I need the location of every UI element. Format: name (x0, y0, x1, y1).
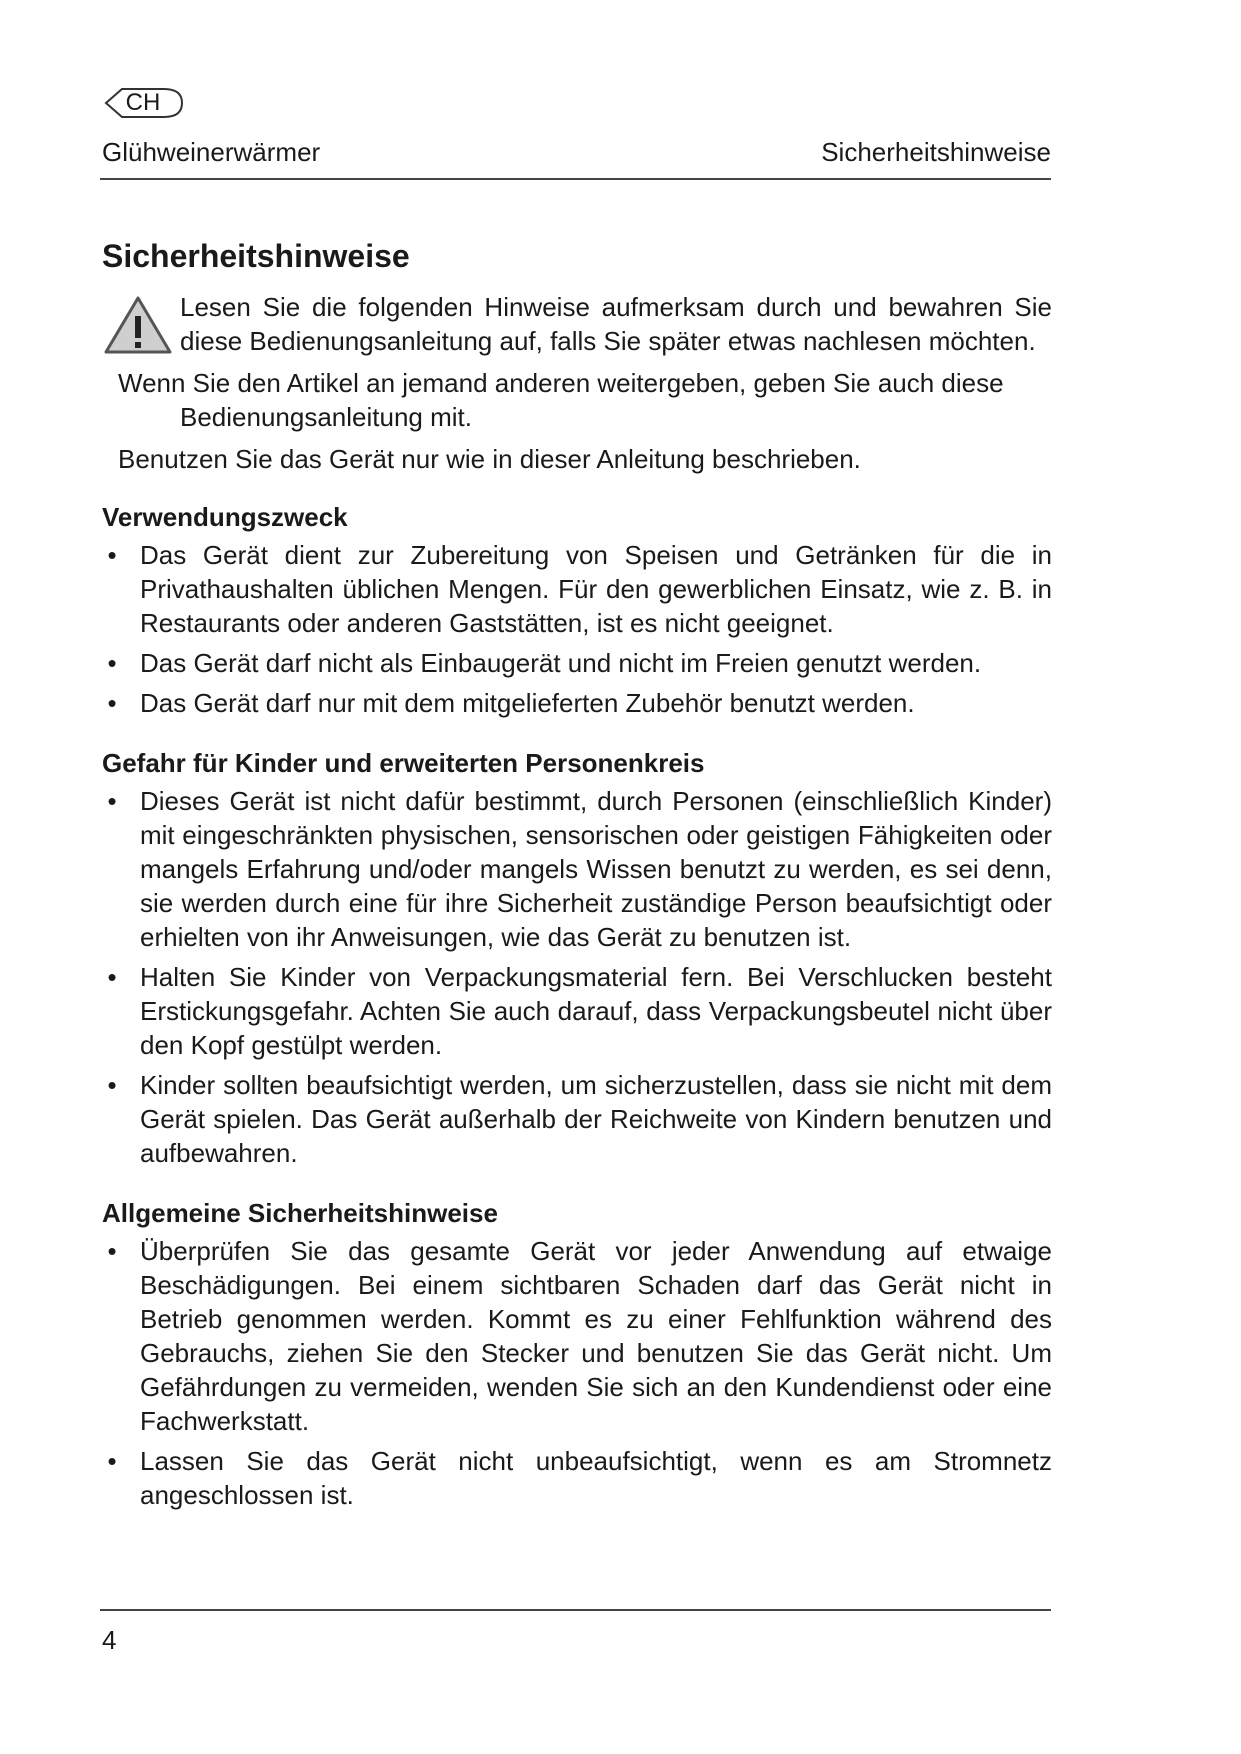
pass-on-paragraph: Wenn Sie den Artikel an jemand anderen weitergeben, geben Sie auch diese Bedienungsanleitung mit. (118, 368, 1004, 432)
usage-paragraph: Benutzen Sie das Gerät nur wie in dieser Anleitung beschrieben. (118, 444, 861, 474)
list-item: • Kinder sollten beaufsichtigt werden, um sicherzustellen, dass sie nicht mit dem Gerät spielen. Das Gerät außerhalb der Reichweite von Kindern benutzen und aufbewahren. (102, 1068, 1052, 1170)
bullet-icon: • (107, 648, 117, 678)
section-heading-verwendungszweck: Verwendungszweck (102, 502, 348, 532)
list-item: • Das Gerät dient zur Zubereitung von Speisen und Getränken für die in Privathaushalten üblichen Mengen. Für den gewerblichen Einsatz, wie z. B. in Restaurants oder anderen Gaststätten, ist es nicht geeignet. (102, 538, 1052, 640)
header-divider (100, 178, 1051, 180)
bullet-icon: • (107, 688, 117, 718)
page-number: 4 (102, 1625, 117, 1655)
list-item: • Lassen Sie das Gerät nicht unbeaufsichtigt, wenn es am Stromnetz angeschlossen ist. (102, 1444, 1052, 1512)
country-badge-label: CH (125, 89, 161, 116)
page-content (102, 236, 1052, 1538)
warning-triangle-icon (102, 294, 174, 356)
list-item: • Das Gerät darf nicht als Einbaugerät und nicht im Freien genutzt werden. (102, 646, 1052, 680)
header-section-name: Sicherheitshinweise (821, 137, 1051, 167)
section-heading-allgemein: Allgemeine Sicherheitshinweise (102, 1198, 498, 1228)
footer-divider (100, 1609, 1051, 1611)
list-item: • Dieses Gerät ist nicht dafür bestimmt, durch Personen (einschließlich Kinder) mit eingeschränkten physischen, sensorischen oder geistigen Fähigkeiten oder mangels Erfahrung und/oder mangels Wissen benutzt zu werden, es sei denn, sie werden durch eine für ihre Sicherheit zuständige Person beaufsichtigt oder erhielten von ihr Anweisungen, wie das Gerät zu benutzen ist. (102, 784, 1052, 954)
bullet-icon: • (107, 1070, 117, 1100)
warning-intro (102, 290, 1052, 358)
list-verwendungszweck (102, 538, 1052, 720)
list-kinder (102, 784, 1052, 1170)
bullet-icon: • (107, 540, 117, 570)
bullet-icon: • (107, 786, 117, 816)
header-product-name: Glühweinerwärmer (102, 137, 321, 167)
country-badge (100, 86, 186, 120)
warning-intro-text: Lesen Sie die folgenden Hinweise aufmerksam durch und bewahren Sie diese Bedienungsanleitung auf, falls Sie später etwas nachlesen möchten. (180, 292, 1052, 356)
list-item: • Das Gerät darf nur mit dem mitgelieferten Zubehör benutzt werden. (102, 686, 1052, 720)
bullet-icon: • (107, 962, 117, 992)
bullet-icon: • (107, 1236, 117, 1266)
page-title: Sicherheitshinweise (102, 238, 410, 274)
list-item: • Überprüfen Sie das gesamte Gerät vor jeder Anwendung auf etwaige Beschädigungen. Bei einem sichtbaren Schaden darf das Gerät nicht in Betrieb genommen werden. Kommt es zu einer Fehlfunktion während des Gebrauchs, ziehen Sie den Stecker und benutzen Sie das Gerät nicht. Um Gefährdungen zu vermeiden, wenden Sie sich an den Kundendienst oder eine Fachwerkstatt. (102, 1234, 1052, 1438)
list-allgemein (102, 1234, 1052, 1512)
section-heading-kinder: Gefahr für Kinder und erweiterten Personenkreis (102, 748, 705, 778)
bullet-icon: • (107, 1446, 117, 1476)
list-item: • Halten Sie Kinder von Verpackungsmaterial fern. Bei Verschlucken besteht Erstickungsgefahr. Achten Sie auch darauf, dass Verpackungsbeutel nicht über den Kopf gestülpt werden. (102, 960, 1052, 1062)
